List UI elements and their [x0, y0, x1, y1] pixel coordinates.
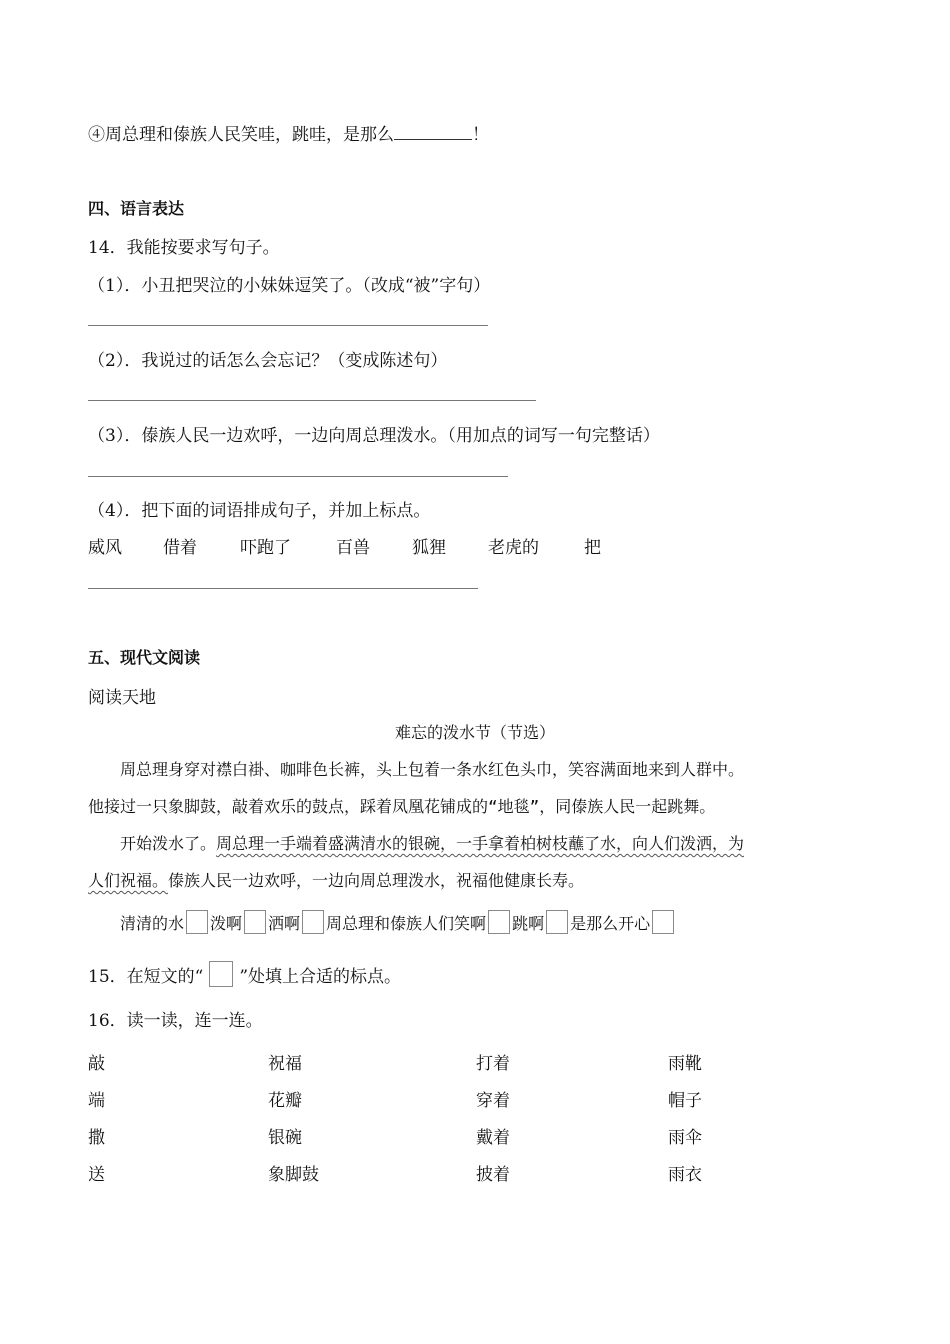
match-col1-item[interactable]: 撒 — [88, 1128, 105, 1148]
passage-para2-wavy-b: 人们祝福。 — [88, 871, 169, 890]
word-item: 老虎的 — [488, 538, 539, 558]
match-col2-item[interactable]: 花瓣 — [268, 1091, 302, 1111]
q14-item2: （2）．我说过的话怎么会忘记？（变成陈述句） — [88, 351, 448, 371]
fill-segment: 周总理和傣族人们笑啊 — [326, 914, 487, 933]
section4-heading: 四、语言表达 — [88, 199, 185, 218]
fill-segment: 跳啊 — [512, 914, 545, 933]
punctuation-box[interactable] — [652, 910, 674, 934]
punctuation-box[interactable] — [546, 910, 568, 934]
q15-prefix: 15．在短文的“ — [88, 967, 204, 987]
q15-suffix: ”处填上合适的标点。 — [239, 967, 402, 987]
passage-para1-line1: 周总理身穿对襟白褂、咖啡色长裤，头上包着一条水红色头巾，笑容满面地来到人群中。 — [120, 760, 745, 779]
passage-para2-plain-b: 傣族人民一边欢呼，一边向周总理泼水，祝福他健康长寿。 — [168, 871, 585, 890]
passage-para2-wavy-a: 周总理一手端着盛满清水的银碗，一手拿着柏树枝蘸了水，向人们泼洒，为 — [216, 834, 745, 853]
q15 — [88, 961, 401, 987]
match-col2-item[interactable]: 象脚鼓 — [268, 1165, 319, 1185]
q13-item4 — [88, 120, 489, 145]
fill-segment: 泼啊 — [210, 914, 243, 933]
match-col3-item[interactable]: 打着 — [476, 1054, 510, 1074]
q14-item4: （4）．把下面的词语排成句子，并加上标点。 — [88, 501, 431, 521]
word-item: 百兽 — [336, 538, 370, 558]
q14-item1: （1）．小丑把哭泣的小妹妹逗笑了。（改成“被”字句） — [88, 276, 491, 296]
fill-segment: 洒啊 — [268, 914, 301, 933]
match-col4-item[interactable]: 雨衣 — [668, 1165, 702, 1185]
section5-subheading: 阅读天地 — [88, 688, 156, 708]
passage-para1-line2: 他接过一只象脚鼓，敲着欢乐的鼓点，踩着凤凰花铺成的“地毯”，同傣族人民一起跳舞。 — [88, 797, 716, 816]
match-col1-item[interactable]: 敲 — [88, 1054, 105, 1074]
passage-fill-line — [120, 910, 676, 934]
q13-item4-end: ！ — [472, 125, 489, 145]
word-item: 威风 — [88, 538, 122, 558]
match-col4-item[interactable]: 雨伞 — [668, 1128, 702, 1148]
match-col4-item[interactable]: 帽子 — [668, 1091, 702, 1111]
q14-title: 14．我能按要求写句子。 — [88, 238, 280, 258]
match-col2-item[interactable]: 祝福 — [268, 1054, 302, 1074]
q14-item4-answer-line[interactable] — [88, 588, 478, 589]
q14-item3: （3）．傣族人民一边欢呼，一边向周总理泼水。（用加点的词写一句完整话） — [88, 426, 660, 446]
passage-para2-plain-a: 开始泼水了。 — [120, 834, 217, 853]
match-col1-item[interactable]: 送 — [88, 1165, 105, 1185]
match-col3-item[interactable]: 穿着 — [476, 1091, 510, 1111]
match-col1-item[interactable]: 端 — [88, 1091, 105, 1111]
word-item: 把 — [584, 538, 601, 558]
q13-item4-text: ④周总理和傣族人民笑哇，跳哇，是那么 — [88, 125, 394, 145]
punctuation-box[interactable] — [186, 910, 208, 934]
passage-title: 难忘的泼水节（节选） — [394, 723, 555, 742]
match-col4-item[interactable]: 雨靴 — [668, 1054, 702, 1074]
q14-item3-answer-line[interactable] — [88, 476, 508, 477]
fill-segment: 是那么开心 — [570, 914, 651, 933]
q16-title: 16．读一读，连一连。 — [88, 1011, 263, 1031]
q15-box-sample — [209, 961, 233, 987]
word-item: 狐狸 — [412, 538, 446, 558]
punctuation-box[interactable] — [244, 910, 266, 934]
word-item: 吓跑了 — [240, 538, 291, 558]
punctuation-box[interactable] — [488, 910, 510, 934]
q14-item1-answer-line[interactable] — [88, 325, 488, 326]
fill-segment: 清清的水 — [120, 914, 185, 933]
passage-para2-line1 — [120, 831, 744, 854]
q14-item2-answer-line[interactable] — [88, 400, 536, 401]
match-col3-item[interactable]: 披着 — [476, 1165, 510, 1185]
passage-para2-line2 — [88, 868, 584, 891]
q13-item4-blank[interactable] — [394, 125, 472, 140]
match-col2-item[interactable]: 银碗 — [268, 1128, 302, 1148]
match-col3-item[interactable]: 戴着 — [476, 1128, 510, 1148]
word-item: 借着 — [163, 538, 197, 558]
punctuation-box[interactable] — [302, 910, 324, 934]
section5-heading: 五、现代文阅读 — [88, 648, 201, 667]
